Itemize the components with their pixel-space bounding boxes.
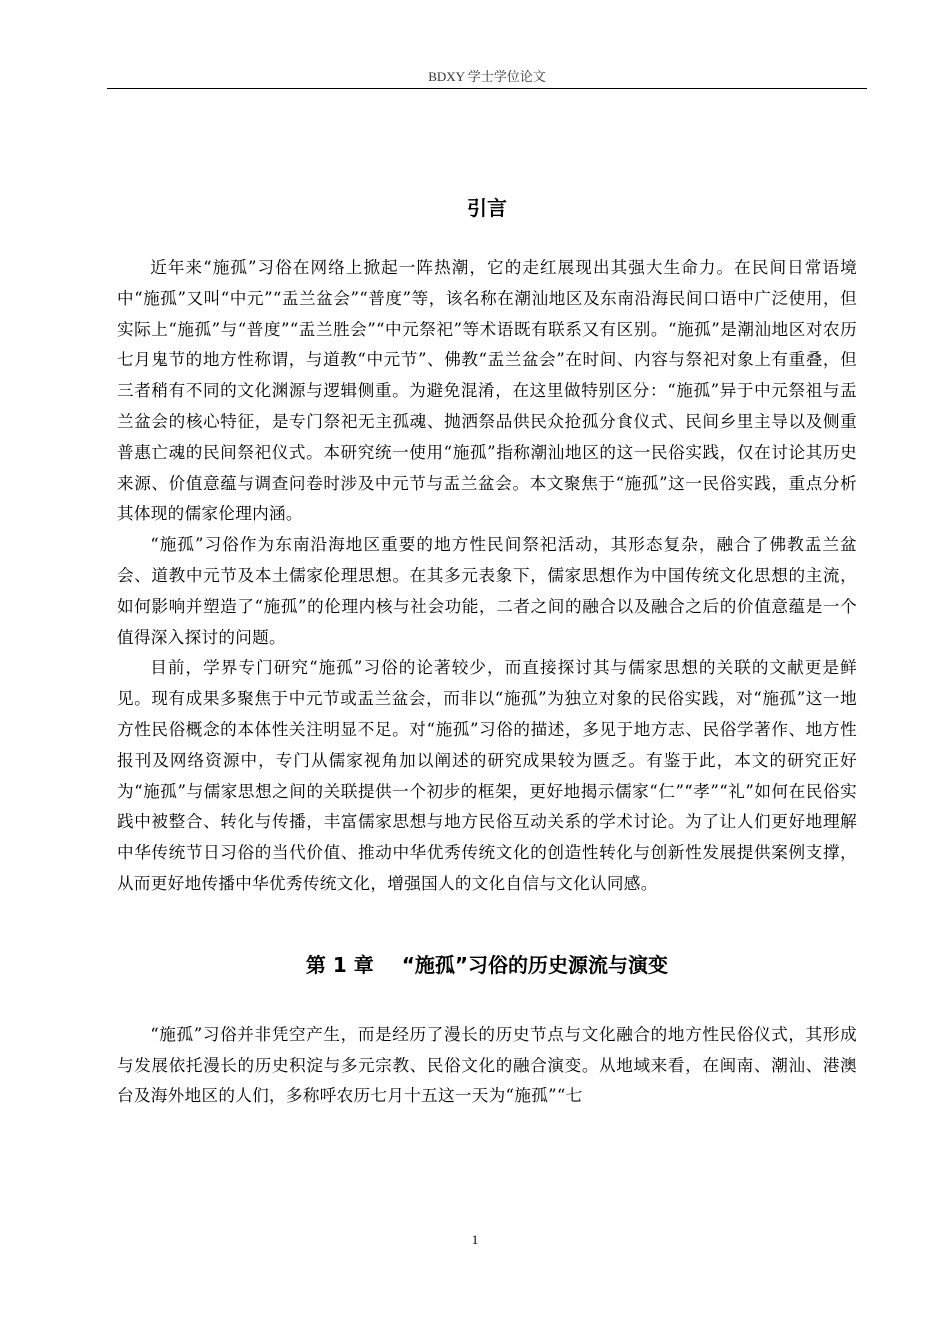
running-header: BDXY 学士学位论文: [428, 69, 546, 84]
page-body: [117, 192, 857, 1112]
intro-paragraph-2: “施孤”习俗作为东南沿海地区重要的地方性民间祭祀活动，其形态复杂，融合了佛教盂兰盆会、道教中元节及本土儒家伦理思想。在其多元表象下，儒家思想作为中国传统文化思想的主流，如何影响并塑造了“施孤”的伦理内核与社会功能，二者之间的融合以及融合之后的价值意蕴是一个值得深入探讨的问题。: [117, 535, 857, 647]
intro-paragraph-1: 近年来“施孤”习俗在网络上掀起一阵热潮，它的走红展现出其强大生命力。在民间日常语境中“施孤”又叫“中元”“盂兰盆会”“普度”等，该名称在潮汕地区及东南沿海民间口语中广泛使用，但实际上“施孤”与“普度”“盂兰胜会”“中元祭祀”等术语既有联系又有区别。“施孤”是潮汕地区对农历七月鬼节的地方性称谓，与道教“中元节”、佛教“盂兰盆会”在时间、内容与祭祀对象上有重叠，但三者稍有不同的文化渊源与逻辑侧重。为避免混淆，在这里做特别区分：“施孤”异于中元祭祖与盂兰盆会的核心特征，是专门祭祀无主孤魂、抛洒祭品供民众抢孤分食仪式、民间乡里主导以及侧重普惠亡魂的民间祭祀仪式。本研究统一使用“施孤”指称潮汕地区的这一民俗实践，仅在讨论其历史来源、价值意蕴与调查问卷时涉及中元节与盂兰盆会。本文聚焦于“施孤”这一民俗实践，重点分析其体现的儒家伦理内涵。: [117, 258, 857, 524]
chapter-heading: [117, 949, 857, 981]
intro-paragraph-3: 目前，学界专门研究“施孤”习俗的论著较少，而直接探讨其与儒家思想的关联的文献更是鲜见。现有成果多聚焦于中元节或盂兰盆会，而非以“施孤”为独立对象的民俗实践，对“施孤”这一地方性民俗概念的本体性关注明显不足。对“施孤”习俗的描述，多见于地方志、民俗学著作、地方性报刊及网络资源中，专门从儒家视角加以阐述的研究成果较为匮乏。有鉴于此，本文的研究正好为“施孤”与儒家思想之间的关联提供一个初步的框架，更好地揭示儒家“仁”“孝”“礼”如何在民俗实践中被整合、转化与传播，丰富儒家思想与地方民俗互动关系的学术讨论。为了让人们更好地理解中华传统节日习俗的当代价值、推动中华优秀传统文化的创造性转化与创新性发展提供案例支撑，从而更好地传播中华优秀传统文化，增强国人的文化自信与文化认同感。: [117, 658, 857, 893]
intro-heading: 引言: [467, 196, 507, 220]
page-number: 1: [471, 1232, 479, 1247]
chapter-number: 第 1 章: [305, 952, 374, 977]
header-rule: [107, 88, 867, 89]
chapter1-paragraph-1: “施孤”习俗并非凭空产生，而是经历了漫长的历史节点与文化融合的地方性民俗仪式，其形成与发展依托漫长的历史积淀与多元宗教、民俗文化的融合演变。从地域来看，在闽南、潮汕、港澳台及海外地区的人们，多称呼农历七月十五这一天为“施孤”“七: [117, 1024, 857, 1106]
chapter-title: “施孤”习俗的历史源流与演变: [401, 952, 669, 977]
